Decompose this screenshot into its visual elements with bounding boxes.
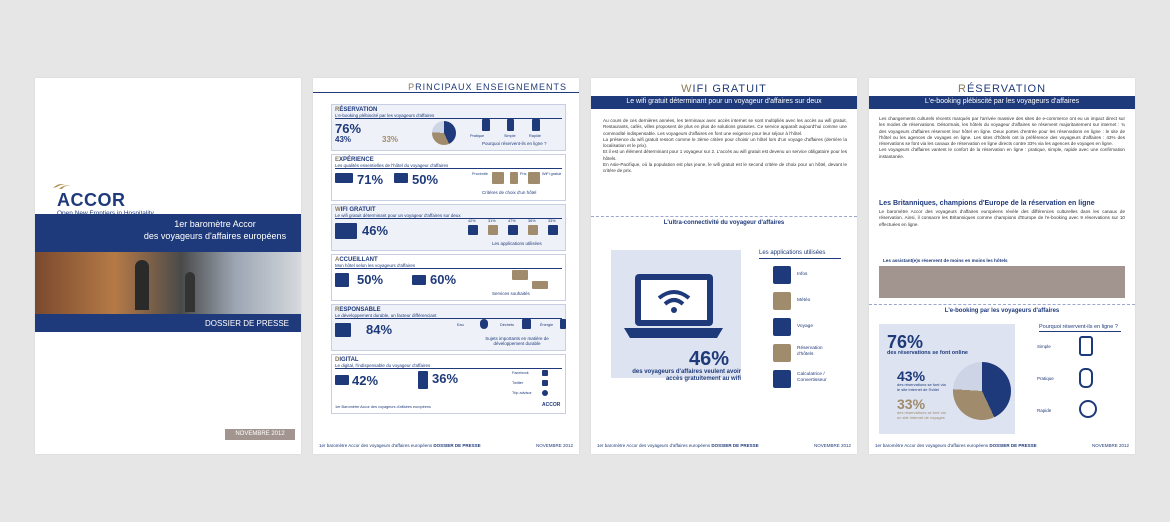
page-band: Le wifi gratuit déterminant pour un voyageur d'affaires sur deux (591, 96, 857, 109)
why-title: Pourquoi réservent-ils en ligne ? (1039, 324, 1118, 330)
reservation-body-text: Les changements culturels récents marqués par l'arrivée massive des sites de e-commerce ont eu un impact direct sur les modes de réservations. Désormais, les hôtels du voyageur d'affaires se réservent majoritairement sur internet : ¾ des voyageurs d'affaires réservent leur hôtel en ligne. Deux portes d'entrée pour les réservations en ligne : le site de l'hôtel ou les agences de voyages en ligne. Les sites d'hôtels ont la préférence des voyageurs d'affaires : 43% des réservations se font via les canaux de réservation en ligne directs contre 33% via les agences de voyages en ligne. Les voyageurs d'affaires vantent le confort de la réservation en ligne : pratique, simple, rapide avec une confirmation instantanée. (879, 116, 1125, 159)
brand-logo: ACCOR (57, 190, 126, 210)
item-label: Énergie (540, 323, 554, 327)
summary-section-responsable (331, 304, 566, 351)
section-subtitle: Les qualités essentielles de l'hôtel du voyageur d'affaires (335, 163, 562, 169)
item-label: Prix (520, 172, 527, 176)
hotel-icon (773, 344, 791, 362)
section-subtitle: Le digital, l'indispensable du voyageur d'affaires (335, 363, 562, 369)
section-title: DIGITAL (335, 357, 359, 363)
summary-section-wifi (331, 204, 566, 251)
section-subtitle: L'e-booking plébiscité par les voyageurs d'affaires (335, 113, 562, 119)
stat-33-label: des réservations se font via un site internet de voyages (897, 410, 946, 420)
stat-value: 60% (430, 272, 457, 287)
section-title: EXPÉRIENCE (335, 157, 374, 163)
item-label: Rapide (529, 134, 542, 138)
wifi-body-text: Au cours de ces dernières années, les terminaux avec accès internet se sont multipliés avec les accès au wifi gratuit. Restaurants, cafés, villes proposent de plus en plus de solutions gratuites. Ce service apparaît aujourd'hui comme une commodité indispensable. Les voyageurs d'affaires en font une exigence pour leur séjour à l'hôtel. La présence du wifi gratuit ressort comme le 3ème critère pour choisir un hôtel lors d'un voyage d'affaires (derrière la localisation et le prix). Et il est un élément déterminant pour 1 voyageur sur 2. L'accès au wifi gratuit est devenu un service obligatoire pour les hôtels. En Asie-Pacifique, où la population est plus jeune, le wifi gratuit est le second critère de choix pour un hôtel, devant le critère de prix. (603, 118, 847, 174)
item-label: Simple (504, 134, 516, 138)
section-subtitle: Le développement durable, un facteur différenciant (335, 313, 562, 319)
social-label: Twitter (512, 381, 524, 385)
pie-chart-icon (432, 121, 456, 145)
item-label: Proximité (472, 172, 488, 176)
why-label: Rapide (1037, 408, 1052, 413)
section-heading: L'e-booking par les voyageurs d'affaires (869, 304, 1135, 314)
apps-title: Les applications utilisées (759, 250, 826, 256)
item-label: Déchets (500, 323, 514, 327)
reception-icon (335, 273, 349, 287)
info-icon (773, 266, 791, 284)
photo-person (185, 272, 195, 312)
hand-icon (482, 119, 490, 131)
stat-value: 50% (412, 172, 439, 187)
stat-76-label: des réservations se font online (887, 350, 968, 356)
stat-value: 46% (362, 223, 389, 238)
section-note: Pourquoi réservent-ils en ligne ? (482, 141, 547, 146)
section-footnote: 1er Baromètre Accor des voyageurs d'affaires européens (335, 405, 431, 409)
laptop-icon (335, 223, 357, 239)
hotel-icon (528, 225, 538, 235)
plane-icon (508, 225, 518, 235)
stat-value: 71% (357, 172, 384, 187)
section-title: RÉSERVATION (335, 107, 378, 113)
earth-icon (335, 323, 351, 337)
summary-section-experience (331, 154, 566, 201)
laptop-icon (335, 375, 349, 385)
highlight-box (879, 266, 1125, 298)
stat-value: 42% (352, 373, 379, 388)
laptop-wifi-icon (621, 270, 726, 340)
social-label: Facebook (512, 371, 529, 375)
bed-icon (335, 173, 353, 183)
service-icon (512, 270, 528, 280)
shower-icon (394, 173, 408, 183)
page-footer: 1er baromètre Accor des voyageurs d'affaires européens DOSSIER DE PRESSE NOVEMBRE 2012 (319, 443, 573, 448)
divider (759, 258, 841, 259)
app-label: Infos (797, 272, 808, 277)
app-label: Météo (797, 298, 811, 303)
app-label: Voyage (797, 324, 814, 329)
summary-sections (331, 104, 566, 417)
item-label: Pratique (470, 134, 485, 138)
summary-section-accueillant (331, 254, 566, 301)
cover-title-line1: 1er baromètre Accor (174, 219, 256, 229)
cover-title-line2: des voyageurs d'affaires européens (143, 231, 287, 241)
summary-section-digital (331, 354, 566, 414)
section-heading: Les Britanniques, champions d'Europe de la réservation en ligne (879, 200, 1095, 207)
item-label: Eau (457, 323, 464, 327)
plane-icon (773, 318, 791, 336)
section-subtitle: Le wifi gratuit déterminant pour un voyageur d'affaires sur deux (335, 213, 562, 219)
smartphone-icon (418, 371, 428, 389)
wifi-stat-value: 46% (689, 348, 730, 370)
page-title: PRINCIPAUX ENSEIGNEMENTS (408, 82, 567, 92)
calculator-icon (773, 370, 791, 388)
divider (313, 92, 579, 93)
concierge-icon (532, 281, 548, 289)
wifi-icon (528, 172, 540, 184)
cover-date: NOVEMBRE 2012 (225, 429, 295, 440)
stat-76: 76% (887, 332, 924, 352)
assistants-heading: Les assistant(e)s réservent de moins en moins les hôtels (883, 258, 1008, 263)
summary-page (313, 78, 579, 454)
stat-value: 43% (335, 135, 352, 144)
section-heading: L'ultra-connectivité du voyageur d'affaires (591, 216, 857, 226)
app-label: Réservation d'hôtels (797, 346, 823, 357)
wifi-page (591, 78, 857, 454)
stat-value: 50% (357, 272, 384, 287)
cover-title (135, 218, 295, 242)
stat-value: 36% (432, 371, 459, 386)
accor-bird-icon (53, 182, 71, 190)
page-title: WIFI GRATUIT (681, 83, 767, 95)
recycle-icon (522, 319, 531, 329)
section-note: Les applications utilisées (492, 241, 542, 246)
app-percent: 47% (508, 219, 516, 223)
coins-icon (510, 172, 518, 184)
weather-icon (773, 292, 791, 310)
summary-section-reservation (331, 104, 566, 151)
app-percent: 42% (468, 219, 476, 223)
building-icon (492, 172, 504, 184)
app-percent: 33% (548, 219, 556, 223)
stat-43-label: des réservations se font via le site internet de l'hôtel (897, 382, 946, 392)
car-icon (412, 275, 426, 285)
section-subtitle: Mon hôtel selon les voyageurs d'affaires (335, 263, 562, 269)
booking-pie-chart (953, 362, 1011, 420)
section-title: RESPONSABLE (335, 307, 381, 313)
reservation-body-text: Le baromètre Accor des voyageurs d'affaires européens révèle des différences culturelles dans les canaux de réservation. Ainsi, il consacre les Britanniques comme champions d'Europe de l'e-booking avec 9 réservations sur 10 effectuées en ligne. (879, 209, 1125, 227)
stat-43: 43% (897, 368, 926, 384)
info-icon (468, 225, 478, 235)
stat-value: 76% (335, 121, 362, 136)
why-label: Pratique (1037, 376, 1054, 381)
cover-page (35, 78, 301, 454)
social-label: Trip advisor (512, 391, 532, 395)
section-note: Sujets importants en matière de développement durable (485, 336, 549, 346)
section-title: ACCUEILLANT (335, 257, 378, 263)
page-title: RÉSERVATION (957, 83, 1047, 95)
app-percent: 31% (488, 219, 496, 223)
reservation-page (869, 78, 1135, 454)
phone-icon (507, 119, 514, 131)
cover-subtitle: DOSSIER DE PRESSE (35, 314, 301, 332)
twitter-icon (542, 380, 548, 386)
accor-small-logo: ACCOR (542, 402, 561, 408)
section-note: Services souhaités (492, 291, 530, 296)
water-drop-icon (480, 319, 488, 329)
page-band: L'e-booking plébiscité par les voyageurs d'affaires (869, 96, 1135, 109)
tripadvisor-icon (542, 390, 548, 396)
app-label: Calculatrice / Convertisseur (797, 372, 827, 383)
smartphone-icon (1079, 336, 1093, 356)
page-footer: 1er baromètre Accor des voyageurs d'affaires européens DOSSIER DE PRESSE NOVEMBRE 2012 (875, 443, 1129, 448)
photo-person (135, 260, 149, 310)
section-title: WIFI GRATUIT (335, 207, 376, 213)
divider (1039, 331, 1121, 332)
bulb-icon (560, 319, 566, 329)
app-percent: 36% (528, 219, 536, 223)
stopwatch-icon (1079, 400, 1097, 418)
wifi-stat-label: des voyageurs d'affaires veulent avoir accès gratuitement au wifi (632, 369, 741, 382)
page-footer: 1er baromètre Accor des voyageurs d'affaires européens DOSSIER DE PRESSE NOVEMBRE 2012 (597, 443, 851, 448)
facebook-icon (542, 370, 548, 376)
calculator-icon (548, 225, 558, 235)
stat-value: 33% (382, 135, 399, 144)
why-label: Simple (1037, 344, 1051, 349)
stat-33: 33% (897, 396, 926, 412)
item-label: WiFi gratuit (542, 172, 562, 176)
pen-icon (532, 119, 540, 131)
section-note: Critères de choix d'un hôtel (482, 190, 537, 195)
stat-value: 84% (366, 322, 393, 337)
weather-icon (488, 225, 498, 235)
cover-photo (35, 252, 301, 314)
hand-icon (1079, 368, 1093, 388)
